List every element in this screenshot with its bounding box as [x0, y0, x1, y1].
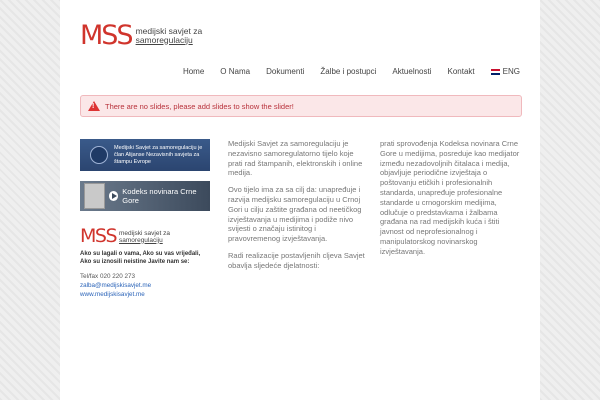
nav-item-aktuelnosti[interactable]: Aktuelnosti	[392, 67, 432, 76]
nav-item-home[interactable]: Home	[182, 67, 205, 76]
contact-info	[80, 272, 210, 299]
complaint-appeal: Ako su lagali o vama, Ako su vas vrijeđali, Ako su iznosili neistine Javite nam se:	[80, 251, 201, 265]
main-navigation	[167, 67, 520, 76]
book-icon	[84, 183, 105, 209]
sidebar-logo-line-2: samoregulaciju	[119, 236, 163, 244]
logo-line-2: samoregulaciju	[135, 34, 193, 45]
email-link[interactable]: zalba@medijskisavjet.me	[80, 282, 152, 289]
website-link[interactable]: www.medijskisavjet.me	[80, 291, 145, 298]
site-logo[interactable]	[80, 22, 202, 49]
warning-icon	[88, 101, 100, 111]
logo-line-1: medijski savjet za	[135, 25, 203, 36]
logo-mark: MSS	[80, 20, 132, 51]
nav-item-dokumenti[interactable]: Dokumenti	[266, 67, 305, 76]
sidebar-logo-text	[119, 230, 170, 244]
sidebar-logo	[80, 227, 210, 246]
aipce-banner[interactable]	[80, 139, 210, 171]
sidebar-logo-mark: MSS	[80, 225, 117, 247]
sidebar-logo-line-1: medijski savjet za	[119, 229, 170, 237]
background-pattern-left	[0, 0, 60, 400]
arrow-right-icon	[109, 191, 118, 201]
alliance-emblem-icon	[90, 146, 108, 164]
goals-paragraph: Ovo tijelo ima za sa cilj da: unapređuje i razvija medijsku samoregulaciju u Crnoj Gori u cilju zaštite građana od neetičkog izvještavanja u medijima i podiže nivo svijesti o značaju istinitog i pravovremenog izvještavanja.	[228, 185, 362, 244]
activities-paragraph: prati sprovođenja Kodeksa novinara Crne Gore u medijima, posreduje kao medijator između nezadovoljnih čitalaca i medija, objavljuje periodične izvještaja o poštovanju etičkih i profesionalnih standarda, unapređuje profesionalne standarde u crnogorskim medijima, odlučuje o predstavkama i žalbama građana na rad medijskih kuća i štiti javnost od neprofesionalnog i manipulatorskog novinarskog izvještavanja.	[380, 139, 520, 256]
nav-item-language[interactable]	[491, 67, 520, 76]
aipce-banner-text: Medijski Savjet za samoregulaciju je član Alijanse Nezavisnih savjeta za štampu Evrope	[114, 144, 203, 165]
logo-text	[136, 27, 203, 45]
nav-item-kontakt[interactable]: Kontakt	[447, 67, 475, 76]
page-container	[60, 0, 540, 400]
uk-flag-icon	[491, 69, 500, 75]
background-pattern-right	[540, 0, 600, 400]
activities-intro-paragraph: Radi realizacije postavljenih cljeva Savjet obavlja sljedeće djelatnosti:	[228, 250, 365, 270]
kodeks-banner[interactable]	[80, 181, 210, 211]
nav-item-zalbe[interactable]: Žalbe i postupci	[320, 67, 377, 76]
intro-paragraph: Medijski Savjet za samoregulaciju je nezavisno samoregulatorno tijelo koje prati rad štampanih, elektronskih i online medija.	[228, 139, 363, 178]
phone-fax: Tel/fax 020 220 273	[80, 273, 135, 280]
slider-error-alert	[80, 95, 522, 117]
alert-text: There are no slides, please add slides to show the slider!	[105, 101, 294, 111]
sidebar	[80, 139, 210, 299]
language-label: ENG	[502, 67, 520, 76]
content-column-1	[228, 139, 368, 278]
content-column-2	[380, 139, 522, 257]
kodeks-banner-text: Kodeks novinara Crne Gore	[122, 187, 197, 205]
nav-item-o-nama[interactable]: O Nama	[220, 67, 251, 76]
